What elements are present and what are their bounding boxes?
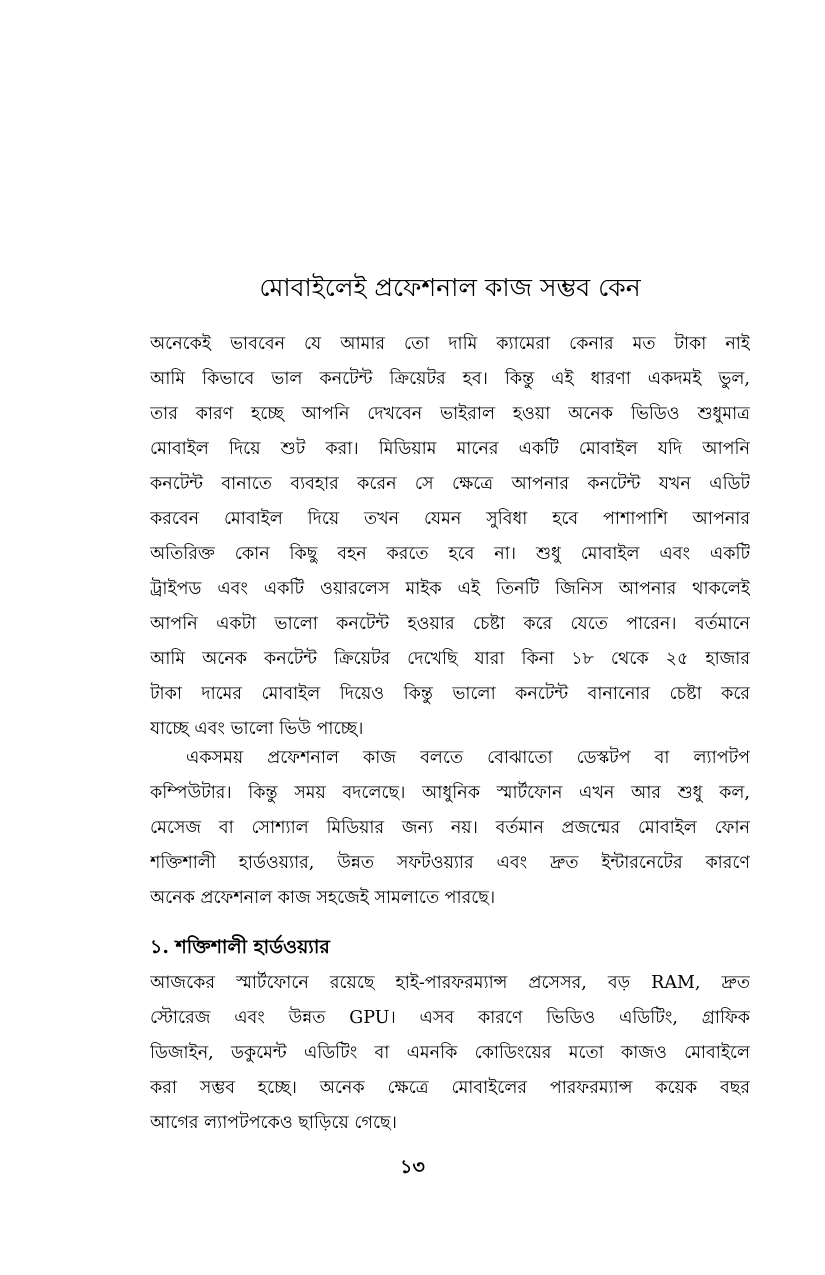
text-line: কনটেন্ট বানাতে ব্যবহার করেন সে ক্ষেত্রে আপনার কনটেন্ট যখন এডিট: [150, 474, 750, 494]
text-line: ট্রাইপড এবং একটি ওয়ারলেস মাইক এই তিনটি জিনিস আপনার থাকলেই: [150, 579, 750, 599]
paragraph-hardware: [150, 966, 750, 1141]
section-heading: ১. শক্তিশালী হার্ডওয়্যার: [150, 936, 330, 958]
text-line: একসময় প্রফেশনাল কাজ বলতে বোঝাতো ডেস্কটপ বা ল্যাপটপ: [186, 748, 750, 768]
text-line: অনেকেই ভাববেন যে আমার তো দামি ক্যামেরা কেনার মত টাকা নাই: [150, 334, 750, 354]
text-line: কম্পিউটার। কিন্তু সময় বদলেছে। আধুনিক স্মার্টফোন এখন আর শুধু কল,: [150, 783, 750, 803]
paragraph-intro: [150, 327, 750, 747]
text-line: তার কারণ হচ্ছে আপনি দেখবেন ভাইরাল হওয়া অনেক ভিডিও শুধুমাত্র: [150, 404, 750, 424]
text-line: শক্তিশালী হার্ডওয়্যার, উন্নত সফটওয়্যার এবং দ্রুত ইন্টারনেটের কারণে: [150, 853, 750, 873]
text-line: টাকা দামের মোবাইল দিয়েও কিন্তু ভালো কনটেন্ট বানানোর চেষ্টা করে: [150, 684, 750, 704]
text-line: আগের ল্যাপটপকেও ছাড়িয়ে গেছে।: [150, 1113, 397, 1133]
text-line: অতিরিক্ত কোন কিছু বহন করতে হবে না। শুধু মোবাইল এবং একটি: [150, 544, 750, 564]
text-line: স্টোরেজ এবং উন্নত GPU। এসব কারণে ভিডিও এডিটিং, গ্রাফিক: [150, 1008, 750, 1028]
text-line: যাচ্ছে এবং ভালো ভিউ পাচ্ছে।: [150, 719, 364, 739]
text-line: আমি অনেক কনটেন্ট ক্রিয়েটর দেখেছি যারা কিনা ১৮ থেকে ২৫ হাজার: [150, 649, 750, 669]
text-line: আমি কিভাবে ভাল কনটেন্ট ক্রিয়েটর হব। কিন্তু এই ধারণা একদমই ভুল,: [150, 369, 750, 389]
text-line: মেসেজ বা সোশ্যাল মিডিয়ার জন্য নয়। বর্তমান প্রজন্মের মোবাইল ফোন: [150, 818, 750, 838]
text-line: মোবাইল দিয়ে শুট করা। মিডিয়াম মানের একটি মোবাইল যদি আপনি: [150, 439, 750, 459]
text-line: করবেন মোবাইল দিয়ে তখন যেমন সুবিধা হবে পাশাপাশি আপনার: [150, 509, 750, 529]
text-line: করা সম্ভব হচ্ছে। অনেক ক্ষেত্রে মোবাইলের পারফরম্যান্স কয়েক বছর: [150, 1078, 750, 1098]
text-line: আজকের স্মার্টফোনে রয়েছে হাই-পারফরম্যান্স প্রসেসর, বড় RAM, দ্রুত: [150, 973, 750, 993]
text-line: আপনি একটা ভালো কনটেন্ট হওয়ার চেষ্টা করে যেতে পারেন। বর্তমানে: [150, 614, 750, 634]
page-number: ১৩: [400, 1156, 425, 1178]
paragraph-professional-work: [150, 741, 750, 916]
chapter-title: মোবাইলেই প্রফেশনাল কাজ সম্ভব কেন: [259, 273, 641, 302]
text-line: ডিজাইন, ডকুমেন্ট এডিটিং বা এমনকি কোডিংয়ের মতো কাজও মোবাইলে: [150, 1043, 750, 1063]
text-line: অনেক প্রফেশনাল কাজ সহজেই সামলাতে পারছে।: [150, 888, 496, 908]
